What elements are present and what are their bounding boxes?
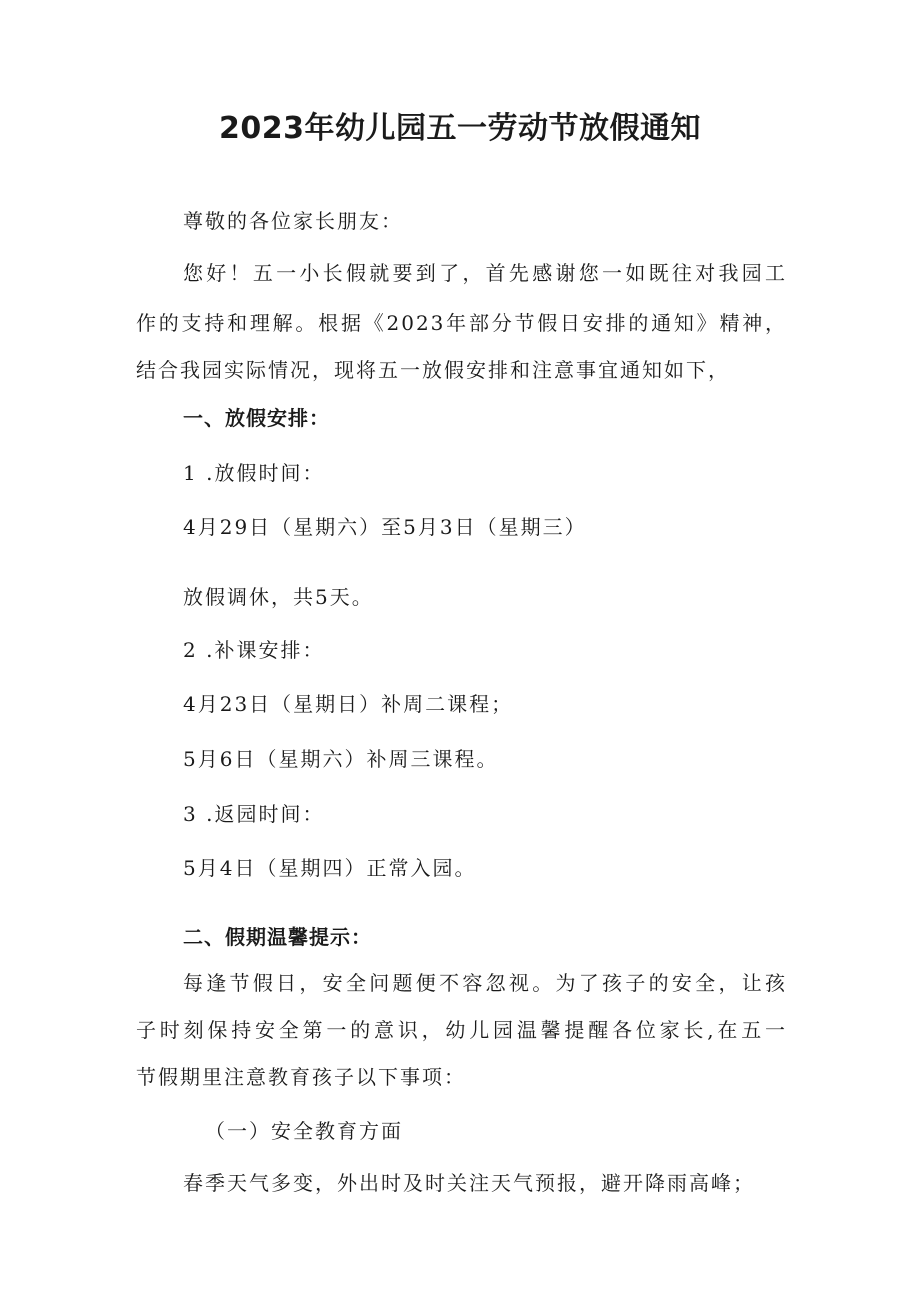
intro-line-3: 结合我园实际情况，现将五一放假安排和注意事宜通知如下， (136, 358, 730, 382)
section-2-para-line-3: 节假期里注意教育孩子以下事项： (136, 1065, 466, 1089)
item-1-note: 放假调休，共5天。 (183, 585, 374, 609)
document-title: 2023年幼儿园五一劳动节放假通知 (219, 111, 701, 146)
intro-line-2: 作的支持和理解。根据《2023年部分节假日安排的通知》精神， (136, 311, 787, 335)
section-2-heading: 二、假期温馨提示： (183, 925, 372, 949)
section-1-heading: 一、放假安排： (183, 406, 330, 430)
item-2-line-2: 5月6日（星期六）补周三课程。 (183, 747, 499, 771)
section-2-para-line-2: 子时刻保持安全第一的意识，幼儿园温馨提醒各位家长,在五一 (136, 1018, 787, 1042)
intro-line-1: 您好！五一小长假就要到了，首先感谢您一如既往对我园工 (183, 261, 787, 285)
item-2-label: 2 .补课安排： (183, 638, 325, 662)
item-1-label: 1 .放假时间： (183, 461, 325, 485)
section-2-para-line-1: 每逢节假日，安全问题便不容忽视。为了孩子的安全，让孩 (183, 971, 787, 995)
item-2-line-1: 4月23日（星期日）补周二课程； (183, 692, 514, 716)
greeting: 尊敬的各位家长朋友： (183, 209, 403, 233)
sub-heading-safety: （一）安全教育方面 (205, 1119, 403, 1143)
item-3-line-1: 5月4日（星期四）正常入园。 (183, 856, 477, 880)
item-3-label: 3 .返园时间： (183, 802, 325, 826)
item-1-dates: 4月29日（星期六）至5月3日（星期三） (183, 515, 587, 539)
safety-line-1: 春季天气多变，外出时及时关注天气预报，避开降雨高峰； (183, 1171, 755, 1195)
